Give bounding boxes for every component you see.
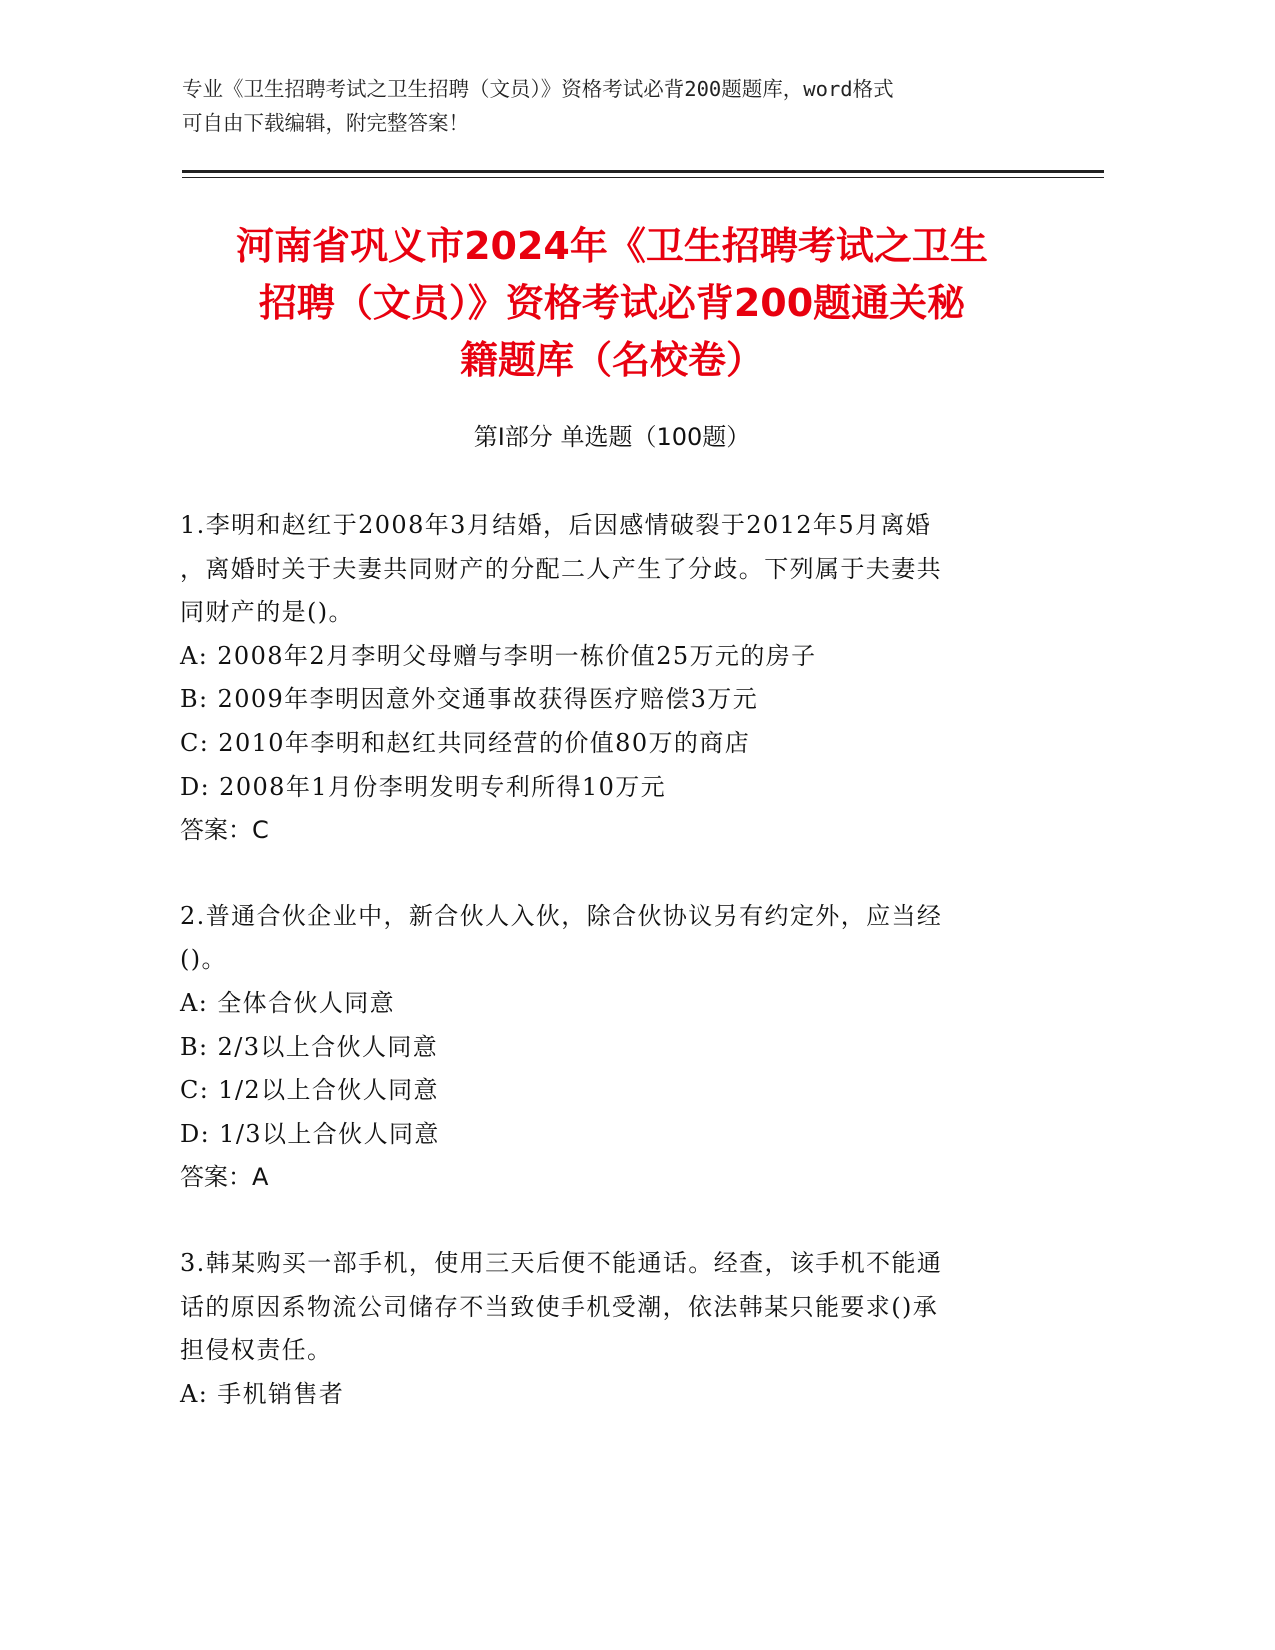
question-stem-line: 3.韩某购买一部手机，使用三天后便不能通话。经查，该手机不能通 [180,1248,943,1277]
question-3 [180,1242,1040,1416]
option-d: D: 1/3以上合伙人同意 [180,1119,440,1148]
question-stem-line: 1.李明和赵红于2008年3月结婚，后因感情破裂于2012年5月离婚 [180,511,932,539]
question-list [180,504,1040,1458]
answer: 答案：A [180,1163,269,1192]
document-title [182,218,1042,389]
option-a: A: 手机销售者 [180,1379,345,1408]
header-divider-thin [182,177,1104,178]
option-b: B: 2009年李明因意外交通事故获得医疗赔偿3万元 [180,685,759,714]
title-line: 籍题库（名校卷） [459,338,764,382]
answer: 答案：C [180,816,269,845]
question-2 [180,895,1040,1200]
question-stem-line: ()。 [180,945,227,974]
header-note [182,72,1042,140]
question-1 [180,504,1040,853]
question-stem-line: 担侵权责任。 [180,1336,333,1365]
question-stem-line: ，离婚时关于夫妻共同财产的分配二人产生了分歧。下列属于夫妻共 [180,554,942,583]
option-c: C: 2010年李明和赵红共同经营的价值80万的商店 [180,728,751,757]
option-c: C: 1/2以上合伙人同意 [180,1076,439,1105]
header-note-line: 可自由下载编辑，附完整答案！ [182,111,469,135]
header-note-line: 专业《卫生招聘考试之卫生招聘（文员）》资格考试必背200题题库，word格式 [182,77,894,101]
option-b: B: 2/3以上合伙人同意 [180,1032,439,1061]
title-line: 招聘（文员）》资格考试必背200题通关秘 [258,281,966,325]
option-a: A: 2008年2月李明父母赠与李明一栋价值25万元的房子 [180,641,817,670]
question-stem-line: 话的原因系物流公司储存不当致使手机受潮，依法韩某只能要求()承 [180,1292,939,1321]
option-a: A: 全体合伙人同意 [180,988,396,1017]
header-divider [182,170,1104,173]
option-d: D: 2008年1月份李明发明专利所得10万元 [180,772,667,801]
question-stem-line: 同财产的是()。 [180,598,354,627]
section-title: 第Ⅰ部分 单选题（100题） [473,423,751,451]
title-line: 河南省巩义市2024年《卫生招聘考试之卫生 [236,224,988,268]
question-stem-line: 2.普通合伙企业中，新合伙人入伙，除合伙协议另有约定外，应当经 [180,901,943,930]
